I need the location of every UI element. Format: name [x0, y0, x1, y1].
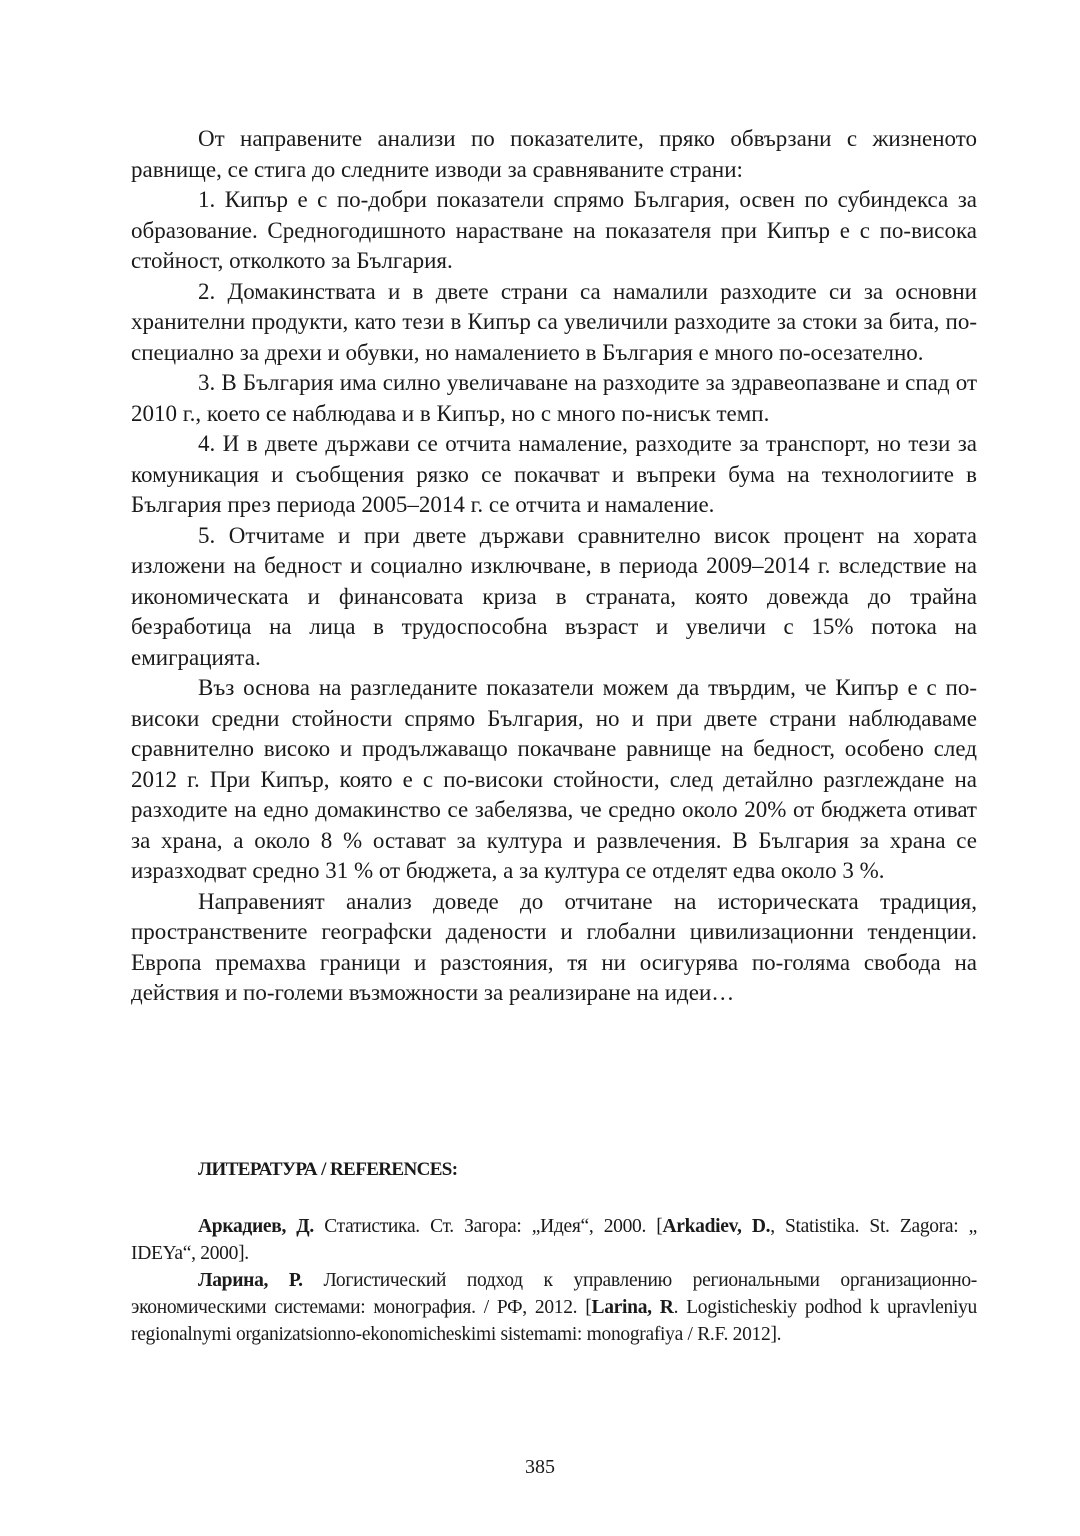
reference-item [131, 1213, 977, 1267]
reference-text-bg: Логистический подход к управлению региональными организационно-экономическими системами: монография. / РФ, 2012. [ [131, 1270, 977, 1318]
paragraph-conclusion-1: 1. Кипър е с по-добри показатели спрямо България, освен по субиндекса за образование. Средногодишното нарастване на показателя при Кипър е с по-висока стойност, отколкото за България. [131, 187, 977, 273]
paragraph-summary: Въз основа на разгледаните показатели можем да твърдим, че Кипър е с по-високи средни стойности спрямо България, но и при двете страни наблюдаваме сравнително високо и продължаващо покачване равнище на бедност, особено след 2012 г. При Кипър, която е с по-високи стойности, след детайлно разглеждане на разходите на едно домакинство се забелязва, че средно около 20% от бюджета отиват за храна, а около 8 % остават за култура и развлечения. В България за храна се изразходват средно 31 % от бюджета, а за култура се отделят едва около 3 %. [131, 675, 977, 883]
reference-text-lat: , Statistika. St. Zagora: „ IDEYa“, 2000]. [131, 1216, 977, 1264]
references-list [131, 1213, 977, 1348]
references-heading: ЛИТЕРАТУРА / REFERENCES: [198, 1159, 458, 1180]
document-body [131, 124, 977, 1009]
paragraph-conclusion-2: 2. Домакинствата и в двете страни са намалили разходите си за основни хранителни продукти, като тези в Кипър са увеличили разходите за стоки за бита, по-специално за дрехи и обувки, но намалението в България е много по-осезателно. [131, 278, 977, 365]
reference-author-lat: Larina, R [591, 1297, 674, 1318]
reference-author-lat: Arkadiev, D. [662, 1216, 771, 1237]
reference-text-bg: Статистика. Ст. Загора: „Идея“, 2000. [ [314, 1216, 663, 1237]
reference-author-bg: Аркадиев, Д. [198, 1216, 314, 1237]
paragraph-final: Направеният анализ доведе до отчитане на историческата традиция, пространствените географски дадености и глобални цивилизационни тенденции. Европа премахва граници и разстояния, тя ни осигурява по-голяма свобода на действия и по-големи възможности за реализиране на идеи… [131, 888, 977, 1005]
page-number: 385 [525, 1456, 555, 1478]
paragraph-intro: От направените анализи по показателите, пряко обвързани с жизненото равнище, се стига до следните изводи за сравняваните страни: [131, 126, 977, 182]
reference-author-bg: Ларина, Р. [198, 1270, 303, 1291]
paragraph-conclusion-5: 5. Отчитаме и при двете държави сравнително висок процент на хората изложени на бедност и социално изключване, в периода 2009–2014 г. вследствие на икономическата и финансовата криза в страната, която довежда до трайна безработица на лица в трудоспособна възраст и увеличи с 15% потока на емиграцията. [131, 522, 977, 670]
paragraph-conclusion-3: 3. В България има силно увеличаване на разходите за здравеопазване и спад от 2010 г., което се наблюдава и в Кипър, но с много по-нисък темп. [131, 370, 977, 426]
reference-text-lat: . Logisticheskiy podhod k upravleniyu regionalnymi organizatsionno-ekonomicheskimi sistemami: monografiya / R.F. 2012]. [131, 1297, 977, 1345]
paragraph-conclusion-4: 4. И в двете държави се отчита намаление, разходите за транспорт, но тези за комуникация и съобщения рязко се покачват и въпреки бума на технологиите в България през периода 2005–2014 г. се отчита и намаление. [131, 431, 977, 517]
reference-item [131, 1267, 977, 1348]
body-text [131, 124, 977, 1009]
